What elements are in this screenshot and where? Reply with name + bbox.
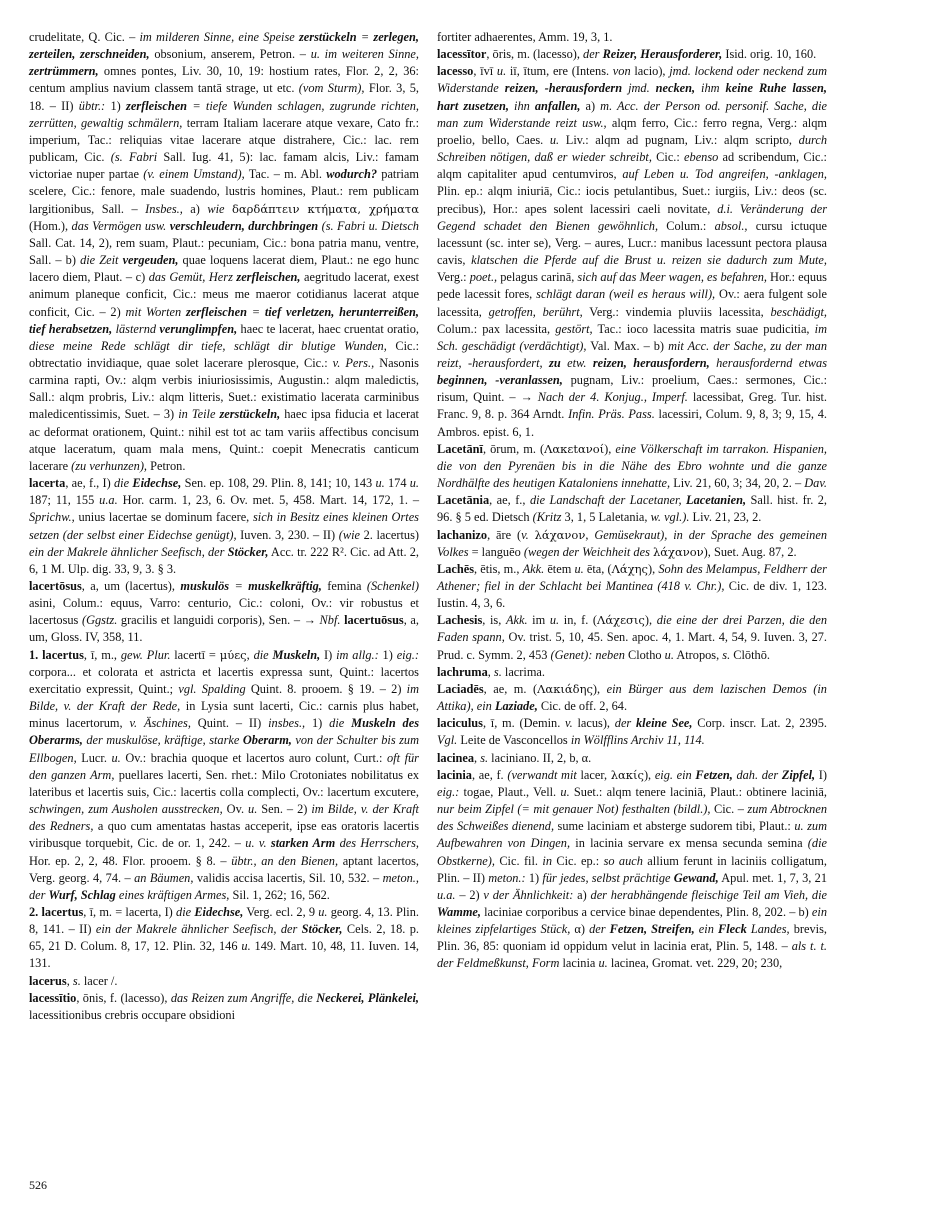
page-number: 526 [29,1178,47,1192]
dictionary-entry: Lachesis, is, Akk. im u. in, f. (Λάχεσις), die eine der drei Parzen, die den Faden spann, Ov. trist. 5, 10, 45. Sen. apoc. 4, 1. Mart. 4, 54, 9. Iuven. 3, 27. Prud. c. Symm. 2, 453 (Genet): neben Clotho u. Atropos, s. Clōthō. [437,613,828,662]
dictionary-entry: 1. lacertus, ī, m., gew. Plur. lacertī = μύες, die Muskeln, I) im allg.: 1) eig.: corpora... et colorata et astricta et lacertis expressa sunt, Quint.: lacertos exercitatio expressit, Quint.; vgl. Spalding Quint. 8. prooem. § 19. – 2) im Bilde, v. der Kraft der Rede, in Lysia sunt lacerti, Cic.: carnis plus habet, minus lacertorum, v. Äschines, Quint. – II) insbes., 1) die Muskeln des Oberarms, der muskulöse, kräftige, starke Oberarm, von der Schulter bis zum Ellbogen, Lucr. u. Ov.: brachia quoque et lacertos auro colunt, Curt.: oft für den ganzen Arm, puellares lacerti, Sen. rhet.: Milo Crotoniates nobilitatus ex lateribus et lacertis suis, Cic.: lacertis colla complecti, Ov.: lacertum excutere, schwingen, zum Ausholen ausstrecken, Ov. u. Sen. – 2) im Bilde, v. der Kraft des Redners, a quo cum amentatas hastas acceperit, ipse eas oratoris lacertis viribusque torquebit, Cic. de or. 1, 242. – u. v. starken Arm des Herrschers, Hor. ep. 2, 2, 48. Flor. prooem. § 8. – übtr., an den Bienen, aptant lacertos, Verg. georg. 4, 74. – an Bäumen, validis accisa lacertis, Sil. 10, 532. – meton., der Wurf, Schlag eines kräftigen Armes, Sil. 1, 262; 16, 562. [29,647,420,902]
dictionary-entry: lacertōsus, a, um (lacertus), muskulös = muskelkräftig, femina (Schenkel) asini, Colum.: equus, Varro: centurio, Cic.: coloni, Ov.: vir robustus et lacertosus (Ggstz. gracilis et languidi corporis), Sen. – → Nbf. lacertuōsus, a, um, Gloss. IV, 358, 11. [29,579,419,645]
dictionary-entry: 2. lacertus, ī, m. = lacerta, I) die Eidechse, Verg. ecl. 2, 9 u. georg. 4, 13. Plin. 8, 141. – II) ein der Makrele ähnlicher Seefisch, der Stöcker, Cels. 2, 18. p. 65, 21 D. Colum. 8, 17, 12. Plin. 32, 146 u. 149. Mart. 10, 48, 11. Iuven. 14, 131. [29,904,419,971]
dictionary-entry: lachanizo, āre (v. λάχανον, Gemüsekraut), in der Sprache des gemeinen Volkes = languēo (wegen der Weichheit des λάχανον), Suet. Aug. 87, 2. [437,527,827,559]
dictionary-entry: Laciadēs, ae, m. (Λακιάδης), ein Bürger aus dem lazischen Demos (in Attika), ein Laziade, Cic. de off. 2, 64. [437,681,827,714]
dictionary-entry: Lacetānī, ōrum, m. (Λακεtανοί), eine Völkerschaft im tarrakon. Hispanien, die von den Pyrenäen bis in die Nähe des Ebro wohnte und die ganze Nordhälfte des heutigen Kataloniens innehatte, Liv. 21, 60, 3; 34, 20, 2. – Dav. Lacetānia, ae, f., die Landschaft der Lacetaner, Lacetanien, Sall. hist. fr. 2, 96. § 5 ed. Dietsch (Kritz 3, 1, 5 Laletania, w. vgl.). Liv. 21, 23, 2. [437,441,828,525]
dictionary-entry: lacinea, s. laciniano. II, 2, b, α. [437,750,592,765]
dictionary-entry: lacessītio, ōnis, f. (lacesso), das Reizen zum Angriffe, die Neckerei, Plänkelei, lacessitionibus crebris occupare obsidioni [29,990,419,1022]
dictionary-entry: Lachēs, ētis, m., Akk. ētem u. ēta, (Λάχης), Sohn des Melampus, Feldherr der Athener; fiel in der Schlacht bei Mantinea (418 v. Chr.), Cic. de div. 1, 123. Iustin. 4, 3, 6. [437,561,827,611]
dictionary-entry: laciculus, ī, m. (Demin. v. lacus), der kleine See, Corp. inscr. Lat. 2, 2395. Vgl. Leite de Vasconcellos in Wölfflins Archiv 11, 114. [437,716,827,748]
dictionary-entry: lacinia, ae, f. (verwandt mit lacer, λακίς), eig. ein Fetzen, dah. der Zipfel, I) eig.: togae, Plaut., Vell. u. Suet.: alqm tenere laciniā, Plaut.: obtinere laciniā, nur beim Zipfel (= mit genauer Not) festhalten (bildl.), Cic. – zum Abtrocknen des Schweißes dienend, sume laciniam et absterge sudorem tibi, Plaut.: u. zum Aufbewahren von Dingen, in lacinia servare ex mensa secunda semina (die Obstkerne), Cic. fil. in Cic. ep.: so auch allium ferunt in laciniis colligatum, Plin. – II) meton.: 1) für jedes, selbst prächtige Gewand, Apul. met. 1, 7, 3, 21 u.a. – 2) v der Ähnlichkeit: a) der herabhängende fleischige Teil am Vieh, die Wamme, laciniae corporibus a cervice binae dependentes, Plin. 8, 202. – b) ein kleines zipfelartiges Stück, α) der Fetzen, Streifen, ein Fleck Landes, brevis, Plin. 36, 85: quoniam id oppidum velut in lacinia erat, Plin. 5, 148. – als t. t. der Feldmeßkunst, Form lacinia u. lacinea, Gromat. vet. 229, 20; 230, [437,767,828,971]
dictionary-entry: lacerus, s. lacer /. [29,973,118,988]
dictionary-entry: crudelitate, Q. Cic. – im milderen Sinne, eine Speise zerstückeln = zerlegen, zerteilen, zerschneiden, obsonium, anserem, Petron. – u. im weiteren Sinne, zertrümmern, omnes pontes, Liv. 30, 10, 19: hostium rates, Flor. 2, 2, 36: centum amplius navium classem tantā strage, ut etc. (vom Sturm), Flor. 3, 5, 18. – II) übtr.: 1) zerfleischen = tiefe Wunden schlagen, zugrunde richten, zerrütten, gewaltig schmälern, terram Italiam lacerare atque vexare, Cato fr.: imperium, Tac.: reliquias vitae lacerare atque distrahere, Cic.: lac. rem publicam, Cic. (s. Fabri Sall. Iug. 41, 5): lac. famam alcis, Liv.: famam victoriae nuper partae (v. einem Umstand), Tac. – m. Abl. wodurch? patriam scelere, Cic.: fenore, male suadendo, lustris homines, Plaut.: rem publicam largitionibus, Sall. – Insbes., a) wie δαρδάπτειν κτήματα, χρήματα (Hom.), das Vermögen usw. verschleudern, durchbringen (s. Fabri u. Dietsch Sall. Cat. 14, 2), rem suam, Plaut.: pecuniam, Cic.: bona patria manu, ventre, Sall. – b) die Zeit vergeuden, quae loquens lacerat diem, Plaut.: ne ego hunc lacero diem, Plaut. – c) das Gemüt, Herz zerfleischen, aegritudo lacerat, exest animum planeque conficit, Cic.: meus me maeror cotidianus lacerat atque conficit, Cic. – 2) mit Worten zerfleischen = tief verletzen, herunterreißen, tief herabsetzen, lästernd verunglimpfen, haec te lacerat, haec cruentat oratio, diese meine Rede schlägt dir tiefe, schlägt dir blutige Wunden, Cic.: obtrectatio invidiaque, quae solet lacerare plerosque, Cic.: v. Pers., Nasonis carmina rapti, Ov.: alqm verbis iniuriosissimis, Augustin.: alqm maledictis, Sall.: alqm probris, Liv.: alqm litteris, Suet.: existimatio lacerata carminibus maledicentissimis, Suet. – 3) in Teile zerstückeln, haec ipsa fiducia et lacerat ac deformat orationem, Quint.: nihil est tot ac tam variis affectibus concisum atque laceratum, quam mala mens, Quint.: coepit Menecratis canticum lacerare (zu verhunzen), Petron. [29,30,419,473]
dictionary-entry: lachruma, s. lacrima. [437,664,545,679]
dictionary-entry: lacerta, ae, f., I) die Eidechse, Sen. ep. 108, 29. Plin. 8, 141; 10, 143 u. 174 u. 187; 11, 155 u.a. Hor. carm. 1, 23, 6. Ov. met. 5, 458. Mart. 14, 172, 1. – Sprichw., unius lacertae se dominum facere, sich in Besitz eines kleinen Ortes setzen (der selbst einer Eidechse genügt), Iuven. 3, 230. – II) (wie 2. lacertus) ein der Makrele ähnlicher Seefisch, der Stöcker, Acc. tr. 222 R². Cic. ad Att. 2, 6, 1 M. Ulp. dig. 33, 9, 3. § 3. [29,476,420,576]
dictionary-entry: fortiter adhaerentes, Amm. 19, 3, 1. [437,30,613,44]
right-column [437,29,827,973]
dictionary-entry: lacesso, īvī u. iī, ītum, ere (Intens. von lacio), jmd. lockend oder neckend zum Widerstande reizen, -herausfordern jmd. necken, ihm keine Ruhe lassen, hart zusetzen, ihn anfallen, a) m. Acc. der Person od. personif. Sache, die man zum Widerstande reizt usw., alqm ferro, Cic.: ferro regna, Verg.: alqm proelio, bello, Caes. u. Liv.: alqm ad pugnam, Liv.: alqm scripto, durch Schreiben nötigen, daß er wieder schreibt, Cic.: ebenso ad scribendum, Cic.: alqm capitaliter apud centumviros, auf Leben u. Tod angreifen, -anklagen, Plin. ep.: alqm iniuriā, Cic.: iocis petulantibus, Suet.: iurgiis, Liv.: deos (sc. precibus), Hor.: apes solent lacessiri caeli novitate, d.i. Veränderung der Gegend schadet den Bienen gewöhnlich, Colum.: absol., cursu ictuque lacessunt (sc. inter se), Verg. – aures, Lucr.: manibus lacessunt pectora plausa cavis, klatschen die Pferde auf die Brust u. reizen sie dadurch zum Mute, Verg.: poet., pelagus carinā, sich auf das Meer wagen, es befahren, Hor.: equus pede lacessit fores, schlägt daran (weil es heraus will), Ov.: aera fulgent sole lacessita, getroffen, berührt, Verg.: vindemia pluviis lacessita, beschädigt, Colum.: pax lacessita, gestört, Tac.: ioco lacessita matris suae pudicitia, im Sch. geschädigt (verdächtigt), Val. Max. – b) mit Acc. der Sache, zu der man reizt, -herausfordert, zu etw. reizen, herausfordern, herausfordernd etwas beginnen, -veranlassen, pugnam, Liv.: proelium, Caes.: sermones, Cic.: risum, Quint. – → Nach der 4. Konjug., Imperf. lacessibat, Greg. Tur. hist. Franc. 9, 8. p. 364 Arndt. Infin. Präs. Pass. lacessiri, Colum. 9, 8, 3; 9, 15, 4. Ambros. epist. 6, 1. [437,64,828,439]
left-column [29,29,419,1024]
dictionary-entry: lacessītor, ōris, m. (lacesso), der Reizer, Herausforderer, Isid. orig. 10, 160. [437,47,817,62]
